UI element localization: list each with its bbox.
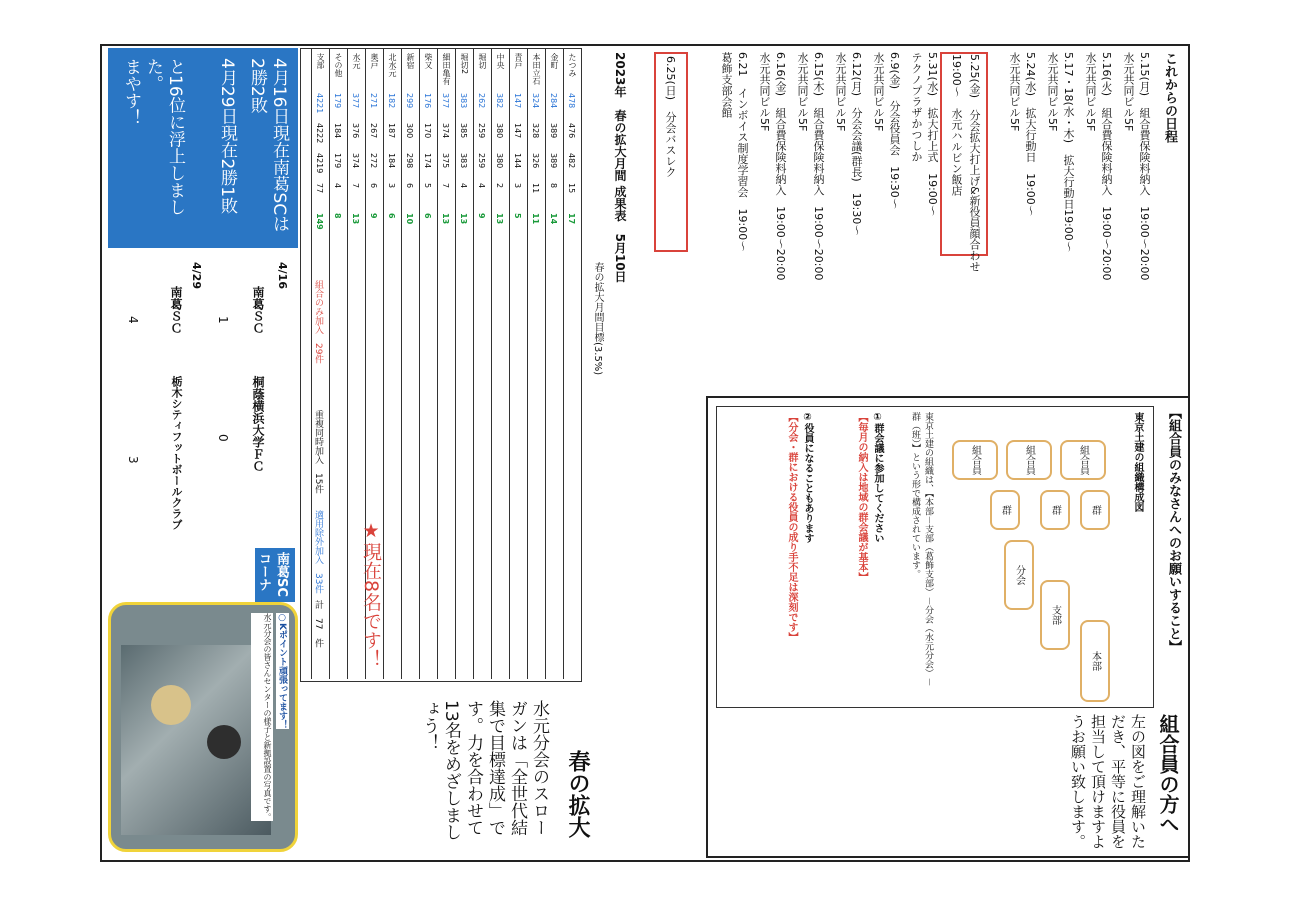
legend-exempt: 適用除外加入 33件 (313, 510, 323, 594)
table-cell: 13 (441, 213, 450, 225)
results-legend (300, 260, 330, 680)
table-cell: 13 (459, 213, 468, 225)
photo-image (121, 645, 271, 835)
schedule-item-place: 19:00～ 水元ハルビン飯店 (950, 54, 963, 196)
table-row (491, 49, 510, 679)
side-heading: 組合員の方へ (1156, 714, 1180, 834)
table-cell: 326 (531, 153, 540, 169)
table-cell: 259 (477, 123, 486, 139)
match-home-score: 4 (126, 316, 140, 324)
table-cell: 77 (315, 183, 324, 194)
schedule-item-place: 水元共同ビル5F (1046, 52, 1059, 132)
org-member: 組合員 (952, 440, 998, 480)
table-cell: 482 (567, 153, 576, 169)
table-cell: 170 (423, 123, 432, 139)
table-row (329, 49, 348, 679)
match-date: 4/29 (190, 262, 203, 289)
schedule-item-place: 水元共同ビル5F (796, 52, 809, 132)
schedule-item-date: 5.16(火) 組合費保険料納入 19:00～20:00 (1100, 52, 1113, 281)
table-cell: 6 (387, 213, 396, 219)
table-cell: 9 (369, 213, 378, 219)
table-cell: 4 (459, 183, 468, 189)
table-cell: 380 (495, 123, 504, 139)
table-cell: 2 (495, 183, 504, 189)
table-cell: 187 (387, 123, 396, 139)
match-away: 栃木シティフットボールクラブ (170, 376, 183, 530)
photo (108, 602, 298, 852)
table-cell: 147 (513, 123, 522, 139)
table-cell: 北水元 (388, 53, 397, 77)
schedule-item-date: 6.25(日) 分会バスレク (664, 56, 677, 178)
org-gun: 群 (1080, 490, 1110, 530)
org-member: 組合員 (1060, 440, 1106, 480)
table-cell: 298 (405, 153, 414, 169)
schedule-item-date: 6.21 インボイス制度学習会 19:00～ (736, 52, 749, 252)
table-cell: 4222 (315, 123, 324, 144)
request-body: 東京土建の組織は、【本部－支部（葛飾支部）－分会（水元分会）－群（班）】という形で構成されています。 (910, 412, 933, 687)
table-cell: 272 (369, 153, 378, 169)
section-1-title: ①群会議に参加してください (872, 412, 883, 543)
standing-box (108, 48, 298, 248)
schedule-item-place: 水元共同ビル5F (1122, 52, 1135, 132)
table-cell: 5 (513, 213, 522, 219)
org-shibu: 支部 (1040, 580, 1070, 650)
org-member: 組合員 (1006, 440, 1052, 480)
schedule-list (650, 52, 1150, 302)
org-gun: 群 (990, 490, 1020, 530)
table-cell: 184 (333, 123, 342, 139)
table-cell: 堀切2 (460, 53, 469, 75)
org-chart-title: 東京土建の組織構成図 (1132, 412, 1143, 512)
table-cell: 4219 (315, 153, 324, 174)
table-cell: 13 (495, 213, 504, 225)
table-cell: 11 (531, 183, 540, 194)
schedule-title: これからの日程 (1162, 52, 1177, 143)
table-cell: たつみ (568, 53, 577, 77)
person-icon (207, 725, 241, 759)
table-cell: 細田亀有 (442, 53, 451, 85)
table-cell: 5 (423, 183, 432, 189)
schedule-item-date: 6.9(金) 分会役員会 19:30～ (888, 52, 901, 209)
match-away-score: 0 (216, 434, 230, 442)
table-row (509, 49, 528, 679)
match-home: 南葛ＳＣ (251, 286, 265, 334)
schedule-item-place: 水元共同ビル5F (872, 52, 885, 132)
standing-text-2: 4月29日現在2勝1敗 (217, 58, 237, 215)
table-cell: 青戸 (514, 53, 523, 69)
table-cell: 182 (387, 93, 396, 109)
table-cell: 259 (477, 153, 486, 169)
table-cell: 300 (405, 123, 414, 139)
table-cell: 377 (351, 93, 360, 109)
table-cell: 8 (549, 183, 558, 189)
table-cell: 262 (477, 93, 486, 109)
photo-caption-text: 水元分会の皆さんセンターの様子と新拠設置の写真です。 (251, 613, 273, 821)
request-box (706, 396, 1190, 858)
person-icon (151, 685, 191, 725)
table-cell: 267 (369, 123, 378, 139)
section-2-title: ②役員になることもあります (802, 412, 813, 543)
table-cell: 174 (423, 153, 432, 169)
table-cell: 4221 (315, 93, 324, 114)
table-cell: 376 (351, 123, 360, 139)
table-cell: 新宿 (406, 53, 415, 69)
table-cell: 柴又 (424, 53, 433, 69)
request-title: 【組合員のみなさんへのお願いすること】 (1166, 406, 1181, 653)
results-table (300, 48, 582, 682)
table-cell: 179 (333, 153, 342, 169)
table-cell: 6 (423, 213, 432, 219)
legend-union-only: 組合のみ加入 29件 (313, 280, 323, 364)
table-cell: 375 (441, 153, 450, 169)
section-1-body: 【毎月の納入は地域の群会議が基本】 (856, 412, 867, 582)
table-cell: 389 (549, 123, 558, 139)
table-cell: 15 (567, 183, 576, 194)
table-cell: 271 (369, 93, 378, 109)
table-cell: 13 (351, 213, 360, 225)
table-cell: 6 (369, 183, 378, 189)
table-cell: 6 (405, 183, 414, 189)
table-cell: 176 (423, 93, 432, 109)
schedule-item-date: 6.12(月) 分会会議(群長) 19:30～ (850, 52, 863, 236)
standing-text-3: と16位に浮上しました。 (143, 58, 185, 216)
table-cell: その他 (334, 53, 343, 77)
table-cell: 383 (459, 93, 468, 109)
org-honbu: 本部 (1080, 620, 1110, 702)
results-title: 2023年 春の拡大月間 成果表 5月10日 (613, 52, 627, 283)
table-cell: 奥戸 (370, 53, 379, 69)
table-row (473, 49, 492, 679)
match-away: 桐蔭横浜大学ＦＣ (251, 376, 265, 472)
spring-article (300, 690, 600, 850)
table-cell: 144 (513, 153, 522, 169)
table-cell: 金町 (550, 53, 559, 69)
table-cell: 17 (567, 213, 576, 225)
schedule-item-date: 5.15(月) 組合費保険料納入 19:00～20:00 (1138, 52, 1151, 281)
match-away-score: 3 (126, 456, 140, 464)
table-cell: 7 (351, 183, 360, 189)
table-row (401, 49, 420, 679)
table-cell: 377 (441, 93, 450, 109)
match-date: 4/16 (276, 262, 289, 289)
table-cell: 中央 (496, 53, 505, 69)
match-home-score: 1 (216, 316, 230, 324)
spring-body: 水元分会のスローガンは「全世代結集で目標達成」です。力を合わせて13名をめざしましょう！ (419, 700, 549, 841)
photo-caption-title: ○Kポイント頑張ってます！ (277, 613, 287, 729)
table-cell: 389 (549, 153, 558, 169)
legend-dual: 重複同時加入 15件 (313, 410, 323, 494)
table-cell: 堀切 (478, 53, 487, 69)
table-cell: 8 (333, 213, 342, 219)
table-cell: 147 (513, 93, 522, 109)
table-cell: 184 (387, 153, 396, 169)
match-home: 南葛ＳＣ (169, 286, 183, 334)
standing-text-4: まやす！ (121, 58, 141, 126)
side-body: 左の図をご理解いただき、平等に役員を担当して頂けますようお願い致します。 (1069, 714, 1147, 849)
table-cell: 324 (531, 93, 540, 109)
legend-total: 計 77 件 (313, 600, 323, 648)
table-cell: 10 (405, 213, 414, 225)
sc-corner-label (237, 548, 295, 602)
schedule-item-place: 水元共同ビル5F (834, 52, 847, 132)
schedule-item-date: 5.17・18(水・木) 拡大行動日19:00～ (1062, 52, 1075, 252)
table-row (527, 49, 546, 679)
spring-title: 春の拡大 (565, 750, 590, 838)
table-cell: 476 (567, 123, 576, 139)
table-cell: 149 (315, 213, 324, 230)
table-row (563, 49, 582, 679)
schedule-item-date: 5.31(水) 拡大打上式 19:00～ (926, 52, 939, 216)
schedule-item-place: テクノプラザかつしか (910, 52, 923, 162)
table-cell: 179 (333, 93, 342, 109)
table-cell: 支部 (316, 53, 325, 69)
schedule-item-place: 水元共同ビル5F (758, 52, 771, 132)
table-cell: 本田立石 (532, 53, 541, 85)
standing-text: 4月16日現在南葛SCは2勝2敗 (247, 58, 289, 233)
results-note: ★現在8名です！ (360, 520, 382, 669)
table-row (437, 49, 456, 679)
table-cell: 299 (405, 93, 414, 109)
corner-label: コーナー (237, 552, 271, 591)
table-row (383, 49, 402, 679)
table-cell: 3 (513, 183, 522, 189)
schedule-item-place: 水元共同ビル5F (1084, 52, 1097, 132)
org-bunkai: 分会 (1004, 540, 1034, 610)
results-goal-label: 春の拡大月間目標(3.5%) (592, 262, 603, 376)
schedule-item-date: 5.24(水) 拡大行動日 19:00～ (1024, 52, 1037, 216)
schedule-item-date: 6.15(木) 組合費保険料納入 19:00～20:00 (812, 52, 825, 281)
table-cell: 7 (441, 183, 450, 189)
schedule-item-place: 水元共同ビル5F (1008, 52, 1021, 132)
table-cell: 383 (459, 153, 468, 169)
table-cell: 380 (495, 153, 504, 169)
table-cell: 284 (549, 93, 558, 109)
table-cell: 水元 (352, 53, 361, 69)
table-cell: 14 (549, 213, 558, 225)
schedule-item-place: 葛飾支部会館 (720, 52, 733, 118)
table-cell: 328 (531, 123, 540, 139)
table-row (545, 49, 564, 679)
table-cell: 9 (477, 213, 486, 219)
table-cell: 3 (387, 183, 396, 189)
sc-label: 南葛SC (274, 552, 289, 597)
table-row (455, 49, 474, 679)
section-2-body: 【分会・群における役員の成り手不足は深刻です】 (786, 412, 797, 642)
schedule-item-date: 6.16(金) 組合費保険料納入 19:00～20:00 (774, 52, 787, 281)
match-list (108, 256, 298, 546)
table-cell: 374 (351, 153, 360, 169)
table-cell: 382 (495, 93, 504, 109)
table-cell: 385 (459, 123, 468, 139)
org-gun: 群 (1040, 490, 1070, 530)
table-cell: 374 (441, 123, 450, 139)
table-cell: 478 (567, 93, 576, 109)
table-cell: 11 (531, 213, 540, 225)
table-cell: 4 (477, 183, 486, 189)
table-cell: 4 (333, 183, 342, 189)
schedule-item-date: 5.25(金) 分会拡大打上げ&新役員顔合わせ (968, 54, 981, 272)
table-row (419, 49, 438, 679)
